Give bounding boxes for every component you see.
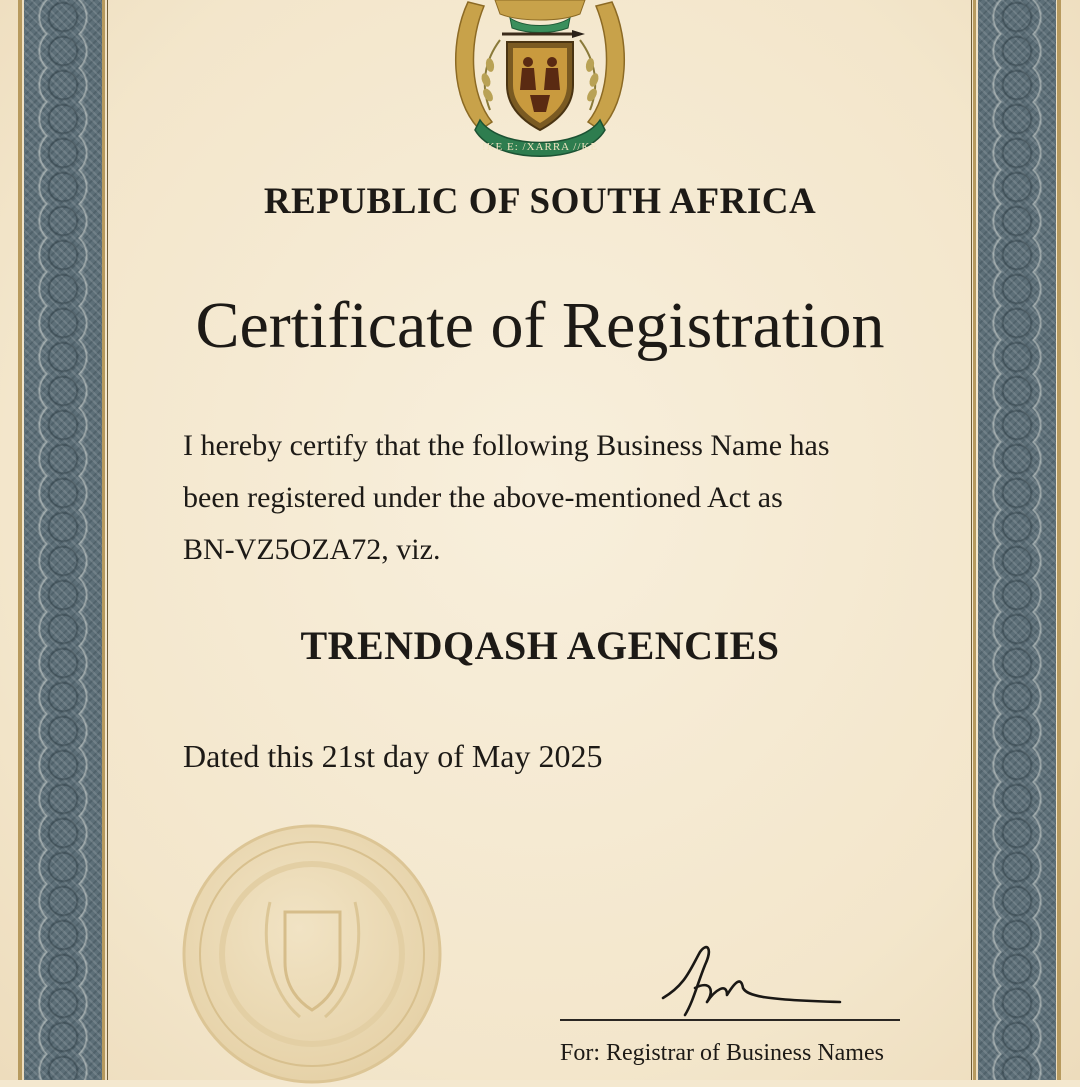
signature-line xyxy=(560,1019,900,1021)
border-inner-rule xyxy=(107,0,108,1080)
border-gold-rule xyxy=(973,0,976,1080)
registrar-signature xyxy=(655,940,855,1020)
statement-line: I hereby certify that the following Business Name has xyxy=(183,429,830,462)
border-gold-rule xyxy=(18,0,22,1080)
coat-of-arms-icon xyxy=(440,0,640,165)
statement-line: BN-VZ5OZA72, viz. xyxy=(183,533,441,566)
registrar-caption: For: Registrar of Business Names xyxy=(560,1040,884,1066)
date-line: Dated this 21st day of May 2025 xyxy=(183,738,603,774)
statement-line: been registered under the above-mentioned Act as xyxy=(183,481,783,514)
border-inner-rule xyxy=(971,0,972,1080)
left-ornamental-border xyxy=(24,0,102,1080)
certificate-title: Certificate of Registration xyxy=(195,289,885,362)
country-heading: REPUBLIC OF SOUTH AFRICA xyxy=(263,181,817,222)
right-ornamental-border xyxy=(978,0,1056,1080)
crest-motto: !KE E: /XARRA //KE xyxy=(481,141,599,153)
business-name: TRENDQASH AGENCIES xyxy=(300,623,780,668)
border-gold-rule xyxy=(102,0,105,1080)
embossed-seal-icon xyxy=(180,822,445,1087)
certification-statement xyxy=(183,420,903,576)
border-gold-rule xyxy=(1057,0,1061,1080)
